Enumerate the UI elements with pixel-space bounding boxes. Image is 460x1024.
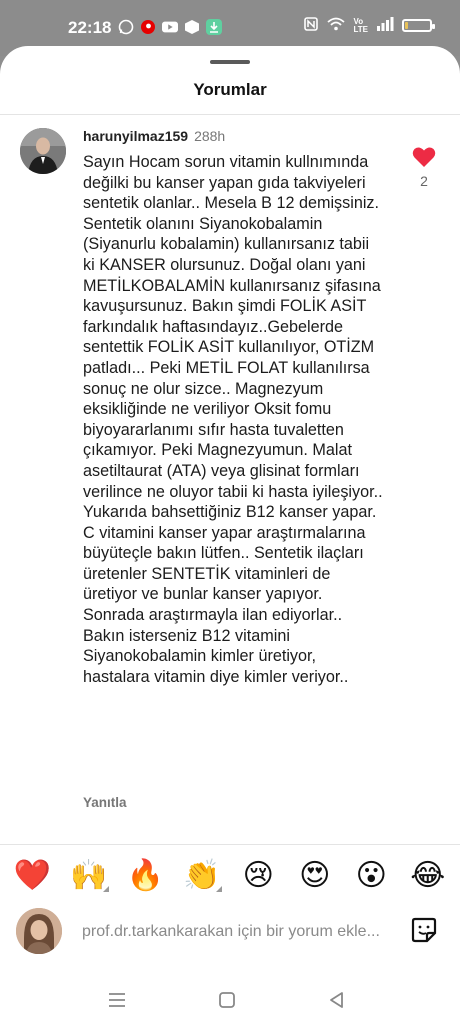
volte-icon: Vo LTE [353, 16, 368, 34]
drag-handle[interactable] [210, 60, 250, 64]
like-count: 2 [420, 173, 428, 189]
emoji-surprised-face[interactable]: 😮 [355, 859, 387, 892]
emoji-fire[interactable]: 🔥 [126, 859, 164, 892]
sticker-icon[interactable] [410, 916, 438, 944]
like-button[interactable] [410, 146, 438, 173]
current-user-avatar [16, 908, 62, 954]
skin-tone-indicator-icon [103, 886, 109, 892]
comment-time: 288h [194, 128, 226, 144]
comment-meta [83, 128, 225, 144]
reply-button[interactable]: Yanıtla [83, 795, 127, 810]
comment-text: Sayın Hocam sorun vitamin kullnımında değilki bu kanser yapan gıda takviyeleri sentetik olanlar.. Mesela B 12 demişsiniz. Sentetik olanını Siyanokobalamin (Siyanurlu kobalamin) kullanırsanız tabii ki KANSER olursunuz. Doğal olanı yani METİLKOBALAMİN kullanırsanız şifasına kavuşursunuz. Bakın şimdi FOLİK ASİT farkındalık haftasındayız..Gebelerde sentettik FOLİK ASİT kullanılıyor, OTİZM patladı... Peki METİL FOLAT kullanılırsa sonuç ne olur sizce.. Magnezyum eksikliğinde ne veriliyor Oksit fomu biyoyararlanımı sıfır hasta tuvaletten çıkamıyor. Peki Magnezyumun. Malat asetiltaurat (ATA) veya glisinat formları verilince ne oluyor tabii ki hasta iyileşiyor.. Yukarıda bahsettiğiniz B12 kanser yapar. C vitamini kanser yapar araştırmalarına büyüteçle bakın lütfen.. Sentetik ilaçları üretenler SENTETİK vitaminleri de üretiyor ve bunlar kanser yapıyor. Sonrada araştırmayla ilan ediyorlar.. Bakın isterseniz B12 vitamini Siyanokobalamin kimler üretiyor, hastalara vitamin diye kimler veriyor.. [83, 153, 383, 686]
emoji-raising-hands[interactable]: 🙌 [70, 859, 108, 892]
sheet-title: Yorumlar [193, 80, 267, 99]
vodafone-icon [140, 19, 156, 35]
system-status-icons [303, 16, 432, 35]
emoji-heart-eyes[interactable]: 😍 [299, 859, 331, 892]
header-divider [0, 114, 460, 115]
heart-icon [412, 155, 436, 172]
emoji-clapping-hands[interactable]: 👏 [183, 859, 221, 892]
box-icon [184, 19, 200, 35]
back-triangle-icon[interactable] [323, 986, 351, 1014]
comment-username[interactable]: harunyilmaz159 [83, 128, 189, 144]
notification-icons [118, 19, 222, 35]
comments-sheet [0, 46, 460, 1024]
emoji-reaction-bar [0, 858, 460, 894]
download-icon [206, 19, 222, 35]
whatsapp-icon [118, 19, 134, 35]
menu-icon[interactable] [103, 986, 131, 1014]
comment-input[interactable] [80, 908, 394, 956]
youtube-icon [162, 19, 178, 35]
home-square-icon[interactable] [213, 986, 241, 1014]
emoji-tears-of-joy[interactable]: 😂 [410, 859, 446, 892]
commenter-avatar[interactable] [20, 128, 66, 174]
signal-icon [376, 17, 394, 34]
input-divider [0, 844, 460, 845]
nfc-icon [303, 16, 319, 35]
battery-icon [402, 19, 432, 32]
status-time: 22:18 [68, 18, 112, 37]
emoji-red-heart[interactable]: ❤️ [13, 859, 51, 892]
skin-tone-indicator-icon [216, 886, 222, 892]
emoji-crying-face[interactable]: 😢 [242, 859, 274, 892]
system-nav-bar [0, 976, 460, 1024]
wifi-icon [327, 17, 345, 34]
